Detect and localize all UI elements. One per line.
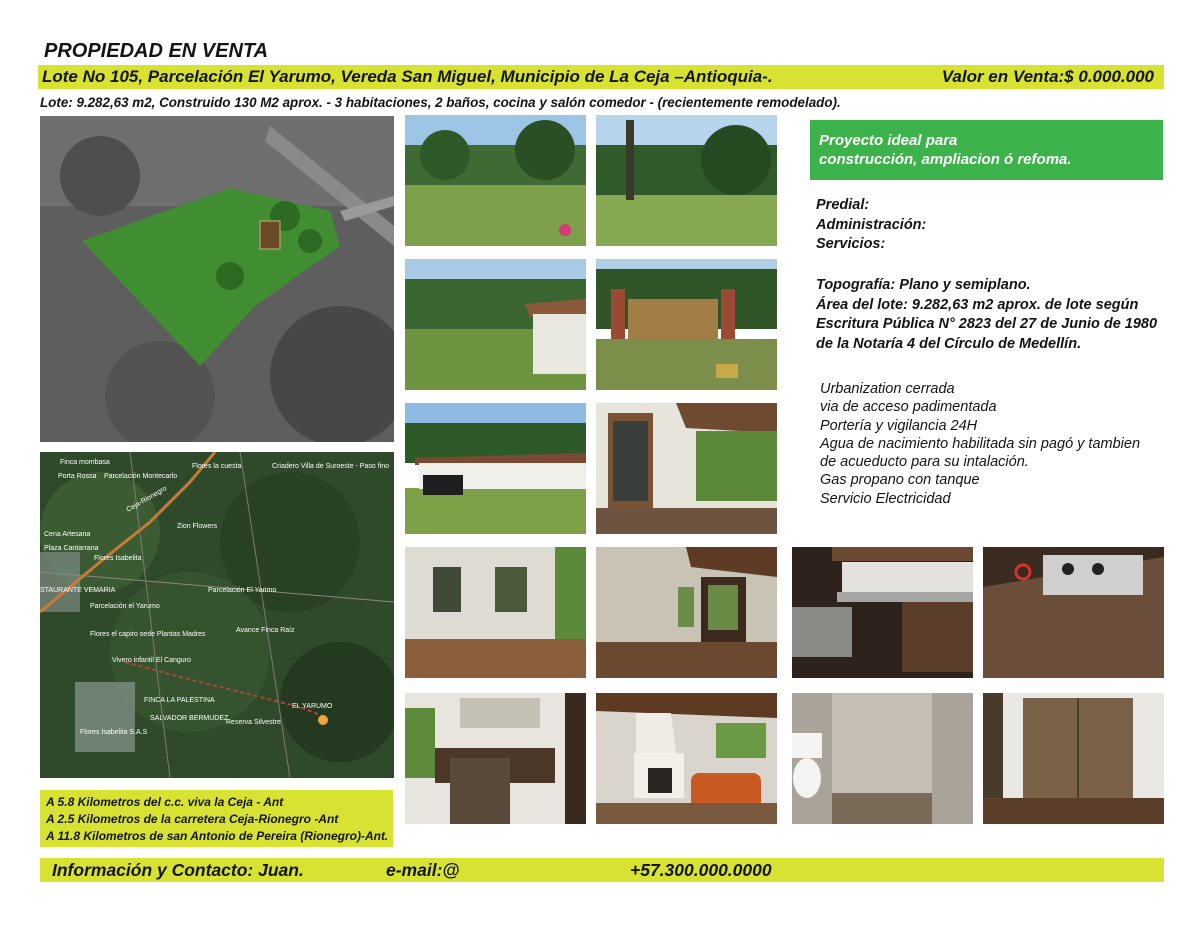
lawn-photo	[596, 115, 777, 246]
fee-servicios: Servicios:	[816, 236, 886, 252]
map-label: Parcelación Montecarlo	[104, 473, 178, 480]
location-text: Lote No 105, Parcelación El Yarumo, Vereda San Miguel, Municipio de La Ceja –Antioquia-.	[42, 67, 773, 86]
map-label: Flores Isabelita	[94, 555, 142, 562]
porch-photo	[596, 403, 777, 534]
map-label: EL YARUMO	[292, 703, 333, 710]
topography-line: Topografía: Plano y semiplano.	[816, 277, 1031, 293]
map-label: FINCA LA PALESTINA	[144, 697, 215, 704]
map-label: Porta Rossa	[58, 473, 97, 480]
garden-photo	[405, 115, 586, 246]
contact-info: Información y Contacto: Juan.	[52, 860, 304, 880]
distance-line: A 11.8 Kilometros de san Antonio de Pereira (Rionegro)-Ant.	[46, 829, 389, 843]
cooktop-photo	[983, 547, 1164, 678]
topography-line: Escritura Pública N° 2823 del 27 de Junio de 1980	[816, 316, 1158, 332]
map-label: Finca mombasa	[60, 459, 110, 466]
contact-bar	[40, 858, 1164, 882]
fee-administracion: Administración:	[816, 216, 927, 233]
closet-photo	[983, 693, 1164, 824]
fees-list	[816, 196, 926, 255]
map-label: STAURANTE VEMARIA	[40, 587, 116, 594]
house-side-photo	[405, 259, 586, 390]
price-text: Valor en Venta:$ 0.000.000	[941, 67, 1154, 86]
map-label: Avance Finca Raíz	[236, 627, 295, 634]
fireplace-room-photo	[596, 693, 777, 824]
topography-info	[816, 276, 1157, 354]
contact-email[interactable]: e-mail:@	[386, 860, 460, 880]
highlight-line: construcción, ampliacion ó refoma.	[819, 151, 1072, 168]
interior-room-photo	[405, 547, 586, 678]
bathroom-photo	[792, 693, 973, 824]
contact-phone[interactable]: +57.300.000.0000	[630, 860, 772, 880]
amenity-item: Gas propano con tanque	[820, 472, 980, 489]
map-label: Criadero Villa de Suroeste - Paso fino	[272, 463, 389, 470]
living-area-photo	[596, 547, 777, 678]
fee-predial: Predial:	[816, 197, 870, 213]
map-label: Plaza Cantarrana	[44, 545, 99, 552]
location-price-bar	[38, 65, 1164, 89]
map-label: Zion Flowers	[177, 523, 218, 530]
location-map	[40, 452, 394, 778]
aerial-lot-photo	[40, 116, 394, 442]
highlight-box	[810, 120, 1163, 180]
kitchen-view-photo	[405, 693, 586, 824]
distances-box	[40, 790, 393, 847]
property-details: Lote: 9.282,63 m2, Construido 130 M2 aprox. - 3 habitaciones, 2 baños, cocina y salón comedor - (recientemente remodelado).	[40, 95, 841, 110]
map-label: Flores el capiro sede Plantas Madres	[90, 631, 206, 638]
amenity-item: Portería y vigilancia 24H	[820, 417, 978, 434]
map-label: Flores Isabelita S.A.S	[80, 729, 148, 736]
map-label: SALVADOR BERMUDEZ	[150, 715, 229, 722]
topography-line: de la Notaría 4 del Círculo de Medellín.	[816, 335, 1082, 352]
map-label: Ceja-Rionegro	[125, 485, 169, 514]
amenity-item: Urbanization cerrada	[820, 381, 955, 397]
amenity-item: Agua de nacimiento habilitada sin pagó y tambien	[820, 435, 1141, 452]
distance-line: A 5.8 Kilometros del c.c. viva la Ceja - Ant	[46, 795, 284, 809]
house-front-photo	[405, 403, 586, 534]
amenity-item: via de acceso padimentada	[820, 399, 997, 416]
map-label: Flores la cuesta	[192, 463, 242, 470]
page-title: PROPIEDAD EN VENTA	[44, 40, 269, 62]
map-label: Reserva Silvestre	[226, 719, 281, 726]
amenities-list	[820, 380, 1140, 508]
distance-line: A 2.5 Kilometros de la carretera Ceja-Rionegro -Ant	[46, 812, 339, 826]
map-label: Parcelación El Yarimo	[208, 587, 277, 594]
kitchen-photo	[792, 547, 973, 678]
entrance-gate-photo	[596, 259, 777, 390]
map-label: Vivero infantil El Canguro	[112, 657, 191, 664]
amenity-item: de acueducto para su intalación.	[820, 454, 1029, 471]
topography-line: Área del lote: 9.282,63 m2 aprox. de lote según	[816, 296, 1139, 313]
highlight-line: Proyecto ideal para	[819, 132, 958, 149]
map-label: Cena Artesana	[44, 531, 91, 538]
amenity-item: Servicio Electricidad	[820, 490, 951, 507]
map-label: Parcelación el Yarumo	[90, 603, 160, 610]
